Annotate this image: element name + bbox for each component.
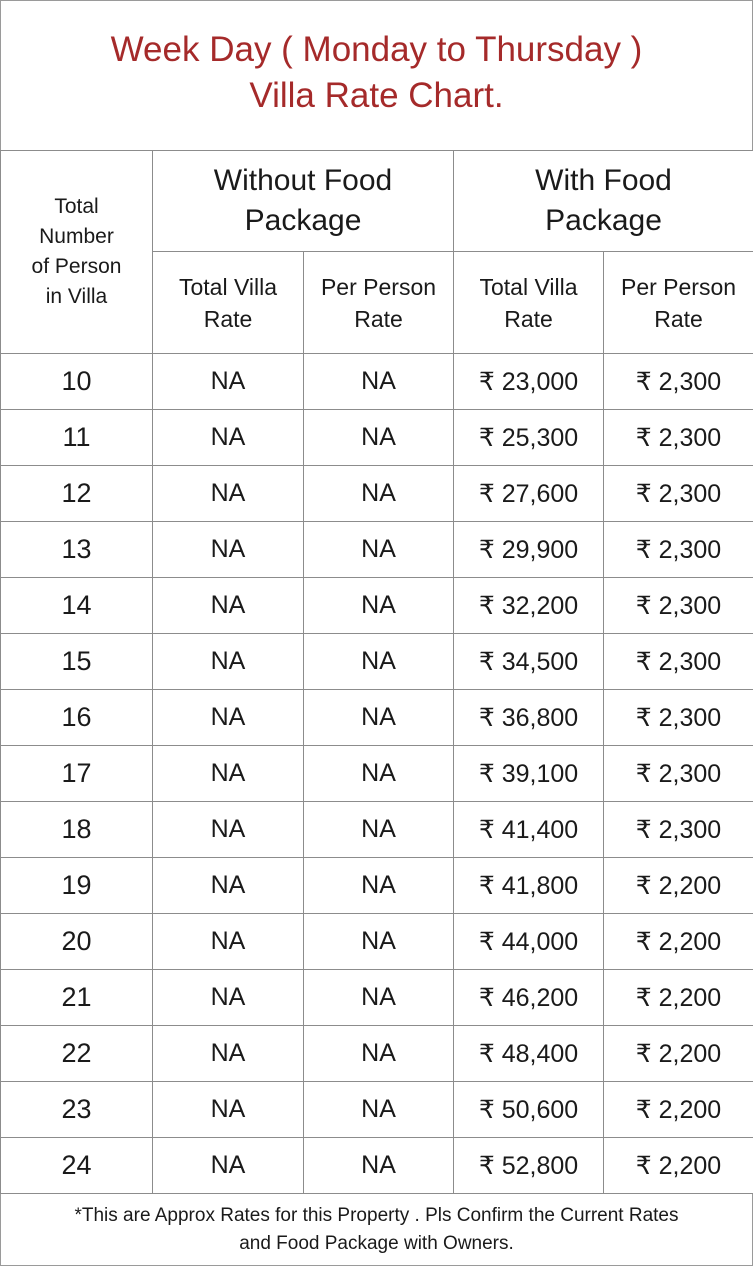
cell-persons: 13 [1, 522, 153, 578]
cell-with-food-total-rate: ₹ 34,500 [454, 634, 604, 690]
cell-with-food-per-person-rate: ₹ 2,200 [604, 914, 753, 970]
cell-without-food-total-rate: NA [153, 914, 304, 970]
cell-without-food-total-rate: NA [153, 578, 304, 634]
cell-without-food-per-person-rate: NA [304, 578, 454, 634]
cell-persons: 24 [1, 1138, 153, 1194]
cell-without-food-per-person-rate: NA [304, 746, 454, 802]
table-row [1, 858, 753, 914]
cell-without-food-total-rate: NA [153, 802, 304, 858]
header-without-food-total-villa-rate: Total Villa Rate [153, 252, 304, 354]
cell-with-food-total-rate: ₹ 41,400 [454, 802, 604, 858]
cell-persons: 19 [1, 858, 153, 914]
cell-with-food-per-person-rate: ₹ 2,200 [604, 1026, 753, 1082]
table-row [1, 522, 753, 578]
cell-persons: 11 [1, 410, 153, 466]
cell-without-food-total-rate: NA [153, 1138, 304, 1194]
header-without-food-package: Without Food Package [153, 151, 454, 252]
cell-persons: 15 [1, 634, 153, 690]
cell-persons: 23 [1, 1082, 153, 1138]
cell-persons: 22 [1, 1026, 153, 1082]
cell-without-food-per-person-rate: NA [304, 1082, 454, 1138]
cell-with-food-per-person-rate: ₹ 2,300 [604, 746, 753, 802]
cell-without-food-per-person-rate: NA [304, 410, 454, 466]
cell-persons: 18 [1, 802, 153, 858]
cell-with-food-per-person-rate: ₹ 2,300 [604, 634, 753, 690]
cell-with-food-total-rate: ₹ 44,000 [454, 914, 604, 970]
cell-with-food-per-person-rate: ₹ 2,300 [604, 410, 753, 466]
header-with-food-package: With Food Package [454, 151, 753, 252]
disclaimer-line-2: and Food Package with Owners. [74, 1230, 678, 1258]
cell-without-food-per-person-rate: NA [304, 858, 454, 914]
cell-without-food-total-rate: NA [153, 690, 304, 746]
table-row [1, 970, 753, 1026]
cell-with-food-per-person-rate: ₹ 2,200 [604, 970, 753, 1026]
cell-with-food-total-rate: ₹ 41,800 [454, 858, 604, 914]
cell-without-food-per-person-rate: NA [304, 522, 454, 578]
cell-without-food-per-person-rate: NA [304, 1026, 454, 1082]
cell-without-food-total-rate: NA [153, 634, 304, 690]
cell-persons: 20 [1, 914, 153, 970]
table-row [1, 746, 753, 802]
cell-persons: 14 [1, 578, 153, 634]
header-total-persons: Total Number of Person in Villa [1, 151, 153, 354]
cell-persons: 17 [1, 746, 153, 802]
cell-without-food-total-rate: NA [153, 354, 304, 410]
cell-without-food-total-rate: NA [153, 1026, 304, 1082]
cell-with-food-total-rate: ₹ 23,000 [454, 354, 604, 410]
header-with-food-total-villa-rate: Total Villa Rate [454, 252, 604, 354]
cell-with-food-per-person-rate: ₹ 2,300 [604, 690, 753, 746]
table-row [1, 410, 753, 466]
cell-without-food-total-rate: NA [153, 1082, 304, 1138]
table-row [1, 914, 753, 970]
table-row [1, 578, 753, 634]
cell-persons: 12 [1, 466, 153, 522]
villa-rate-table [0, 150, 753, 1194]
cell-with-food-per-person-rate: ₹ 2,300 [604, 522, 753, 578]
cell-without-food-per-person-rate: NA [304, 970, 454, 1026]
cell-without-food-per-person-rate: NA [304, 354, 454, 410]
page-title-line-2: Villa Rate Chart. [249, 73, 503, 119]
cell-with-food-per-person-rate: ₹ 2,300 [604, 354, 753, 410]
table-row [1, 690, 753, 746]
header-without-food-per-person-rate: Per Person Rate [304, 252, 454, 354]
cell-without-food-per-person-rate: NA [304, 634, 454, 690]
page-title-line-1: Week Day ( Monday to Thursday ) [111, 27, 643, 73]
disclaimer-note [0, 1194, 753, 1266]
cell-with-food-total-rate: ₹ 29,900 [454, 522, 604, 578]
cell-with-food-total-rate: ₹ 36,800 [454, 690, 604, 746]
cell-with-food-per-person-rate: ₹ 2,300 [604, 578, 753, 634]
cell-without-food-per-person-rate: NA [304, 1138, 454, 1194]
cell-with-food-total-rate: ₹ 52,800 [454, 1138, 604, 1194]
cell-with-food-total-rate: ₹ 32,200 [454, 578, 604, 634]
cell-without-food-per-person-rate: NA [304, 914, 454, 970]
cell-with-food-total-rate: ₹ 48,400 [454, 1026, 604, 1082]
cell-persons: 10 [1, 354, 153, 410]
table-row [1, 354, 753, 410]
table-row [1, 634, 753, 690]
cell-without-food-total-rate: NA [153, 522, 304, 578]
cell-without-food-total-rate: NA [153, 746, 304, 802]
cell-without-food-per-person-rate: NA [304, 802, 454, 858]
cell-with-food-per-person-rate: ₹ 2,300 [604, 466, 753, 522]
table-row [1, 1026, 753, 1082]
disclaimer-line-1: *This are Approx Rates for this Property . Pls Confirm the Current Rates [74, 1202, 678, 1230]
table-row [1, 802, 753, 858]
cell-with-food-per-person-rate: ₹ 2,300 [604, 802, 753, 858]
cell-without-food-total-rate: NA [153, 466, 304, 522]
table-row [1, 1138, 753, 1194]
cell-with-food-per-person-rate: ₹ 2,200 [604, 1138, 753, 1194]
cell-without-food-per-person-rate: NA [304, 466, 454, 522]
cell-without-food-total-rate: NA [153, 410, 304, 466]
header-with-food-per-person-rate: Per Person Rate [604, 252, 753, 354]
table-row [1, 466, 753, 522]
cell-with-food-per-person-rate: ₹ 2,200 [604, 858, 753, 914]
cell-with-food-total-rate: ₹ 39,100 [454, 746, 604, 802]
cell-with-food-total-rate: ₹ 46,200 [454, 970, 604, 1026]
cell-with-food-per-person-rate: ₹ 2,200 [604, 1082, 753, 1138]
cell-without-food-total-rate: NA [153, 970, 304, 1026]
cell-with-food-total-rate: ₹ 27,600 [454, 466, 604, 522]
cell-without-food-total-rate: NA [153, 858, 304, 914]
cell-with-food-total-rate: ₹ 50,600 [454, 1082, 604, 1138]
rate-table-body [1, 354, 753, 1194]
cell-persons: 16 [1, 690, 153, 746]
title-block [0, 0, 753, 150]
table-row [1, 1082, 753, 1138]
cell-without-food-per-person-rate: NA [304, 690, 454, 746]
cell-persons: 21 [1, 970, 153, 1026]
cell-with-food-total-rate: ₹ 25,300 [454, 410, 604, 466]
